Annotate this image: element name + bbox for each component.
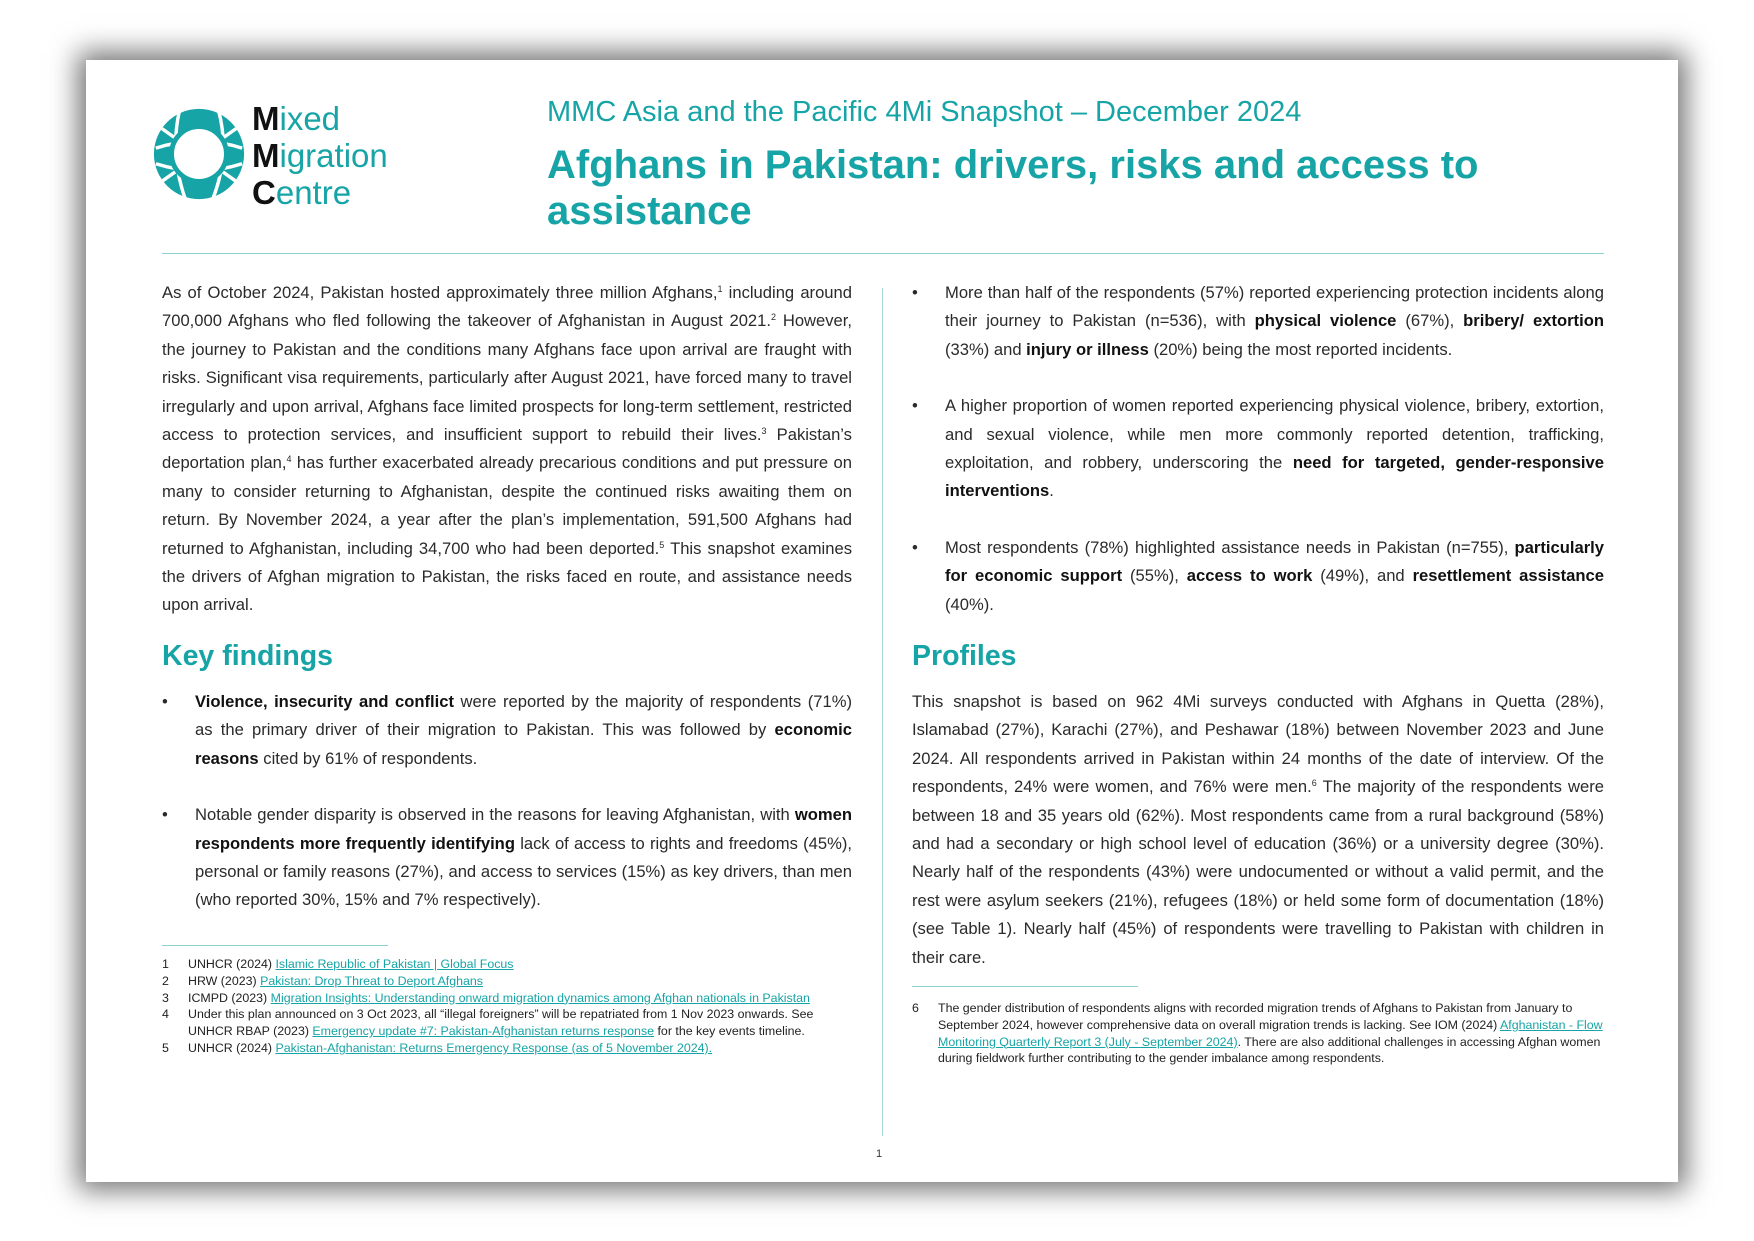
footnote-3: 3 ICMPD (2023) Migration Insights: Understanding onward migration dynamics among Afghan nationals in Pakistan [162, 990, 810, 1005]
footnote-5: 5 UNHCR (2024) Pakistan-Afghanistan: Returns Emergency Response (as of 5 November 2024). [162, 1040, 713, 1055]
footnote-divider-left [162, 945, 388, 946]
footnote-ref-4[interactable]: 4 [286, 454, 292, 465]
logo-word-migration: Migration [252, 137, 388, 174]
logo-word-centre: Centre [252, 174, 352, 211]
key-findings-list-right [912, 279, 1604, 619]
list-item: • Most respondents (78%) highlighted assistance needs in Pakistan (n=755), particularly for economic support (55%), access to work (49%), and resettlement assistance (40%). [912, 537, 1605, 614]
header-divider [162, 253, 1604, 254]
page-frame [86, 60, 1678, 1182]
page-number: 1 [876, 1148, 883, 1160]
key-findings-heading: Key findings [162, 640, 334, 672]
footnote-divider-right [912, 986, 1138, 987]
key-findings-list-left [162, 688, 852, 915]
footnotes-left [162, 956, 852, 1057]
footnote-ref-3[interactable]: 3 [761, 426, 767, 437]
footnote-ref-2[interactable]: 2 [771, 312, 777, 323]
list-item: • Notable gender disparity is observed in the reasons for leaving Afghanistan, with women respondents more frequently identifying lack of access to rights and freedoms (45%), personal or family reasons (27%), and access to services (15%) as key drivers, than men (who reported 30%, 15% and 7% respectively). [162, 805, 852, 910]
footnote-link[interactable]: Islamic Republic of Pakistan | Global Focus [275, 957, 514, 971]
footnote-link[interactable]: Pakistan: Drop Threat to Deport Afghans [260, 973, 484, 988]
intro-paragraph: As of October 2024, Pakistan hosted approximately three million Afghans,$^1$ including around 700,000 Afghans who fled following the takeover of Afghanistan in August 2021.$^2$ However, the journey to Pakistan and the conditions many Afghans face upon arrival are fraught with risks. Significant visa requirements, particularly after August 2021, have forced many to travel irregularly and upon arrival, Afghans face limited prospects for long-term settlement, restricted access to protection services, and insufficient support to rebuild their lives.$^3$ Pakistan’s deportation plan,$^4$ has further exacerbated already precarious conditions and put pressure on many to consider returning to Afghanistan, despite the continued risks awaiting them on return. By November 2024, a year after the plan’s implementation, 591,500 Afghans had returned to Afghanistan, including 34,700 who had been deported.$^5$ This snapshot examines the drivers of Afghan migration to Pakistan, the risks faced en route, and assistance needs upon arrival. [162, 283, 853, 615]
profiles-heading: Profiles [912, 640, 1017, 672]
globe-logo-icon [150, 104, 248, 204]
footnote-ref-5[interactable]: 5 [659, 539, 665, 550]
footnotes-right [912, 1000, 1604, 1067]
footnote-link[interactable]: Emergency update #7: Pakistan-Afghanistan returns response [312, 1024, 655, 1039]
footnote-link[interactable]: Migration Insights: Understanding onward migration dynamics among Afghan nationals in Pakistan [270, 990, 810, 1005]
mmc-logo [150, 100, 420, 210]
list-item: • Violence, insecurity and conflict were reported by the majority of respondents (71%) as the primary driver of their migration to Pakistan. This was followed by economic reasons cited by 61% of respondents. [162, 692, 852, 768]
list-item: • More than half of the respondents (57%) reported experiencing protection incidents along their journey to Pakistan (n=536), with physical violence (67%), bribery/ extortion (33%) and injury or illness (20%) being the most reported incidents. [912, 283, 1604, 359]
profiles-paragraph: This snapshot is based on 962 4Mi surveys conducted with Afghans in Quetta (28%), Islamabad (27%), Karachi (27%), and Peshawar (18%) between November 2023 and June 2024. All respondents arrived in Pakistan within 24 months of the date of interview. Of the respondents, 24% were women, and 76% were men.$^6$ The majority of the respondents were between 18 and 35 years old (62%). Most respondents came from a rural background (58%) and had a secondary or high school level of education (36%) or a university degree (30%). Nearly half of the respondents (43%) were undocumented or without a valid permit, and the rest were asylum seekers (21%), refugees (18%) or held some form of documentation (18%) (see Table 1). Nearly half (45%) of respondents were travelling to Pakistan with children in their care. [912, 692, 1605, 967]
footnote-2: 2 HRW (2023) Pakistan: Drop Threat to Deport Afghans [162, 973, 484, 988]
column-divider [882, 288, 883, 1136]
report-subtitle: MMC Asia and the Pacific 4Mi Snapshot – December 2024 [547, 96, 1302, 128]
document-page [86, 60, 1678, 1182]
footnote-1: 1 UNHCR (2024) Islamic Republic of Pakistan | Global Focus [162, 957, 514, 971]
logo-word-mixed: Mixed [252, 100, 341, 137]
footnote-4: 4 Under this plan announced on 3 Oct 2023, all “illegal foreigners” will be repatriated from 1 Nov 2023 onwards. See UNHCR RBAP (2023) Emergency update #7: Pakistan-Afghanistan returns response for the key events timeline. [162, 1007, 814, 1039]
footnote-ref-6[interactable]: 6 [1311, 778, 1317, 789]
list-item: • A higher proportion of women reported experiencing physical violence, bribery, extortion, and sexual violence, while men more commonly reported detention, trafficking, exploitation, and robbery, underscoring the need for targeted, gender-responsive interventions. [912, 396, 1604, 501]
footnote-link[interactable]: Pakistan-Afghanistan: Returns Emergency Response (as of 5 November 2024). [275, 1040, 713, 1055]
footnote-6: 6 The gender distribution of respondents aligns with recorded migration trends of Afghans to Pakistan from January to September 2024, however comprehensive data on overall migration trends is lacking. See IOM (2024) Afghanistan - Flow Monitoring Quarterly Report 3 (July - September 2024). There are also additional challenges in accessing Afghan women during fieldwork further contributing to the gender imbalance among respondents. [912, 1001, 1603, 1066]
report-title: Afghans in Pakistan: drivers, risks and access to assistance [547, 143, 1479, 233]
footnote-link[interactable]: Afghanistan - Flow Monitoring Quarterly Report 3 (July - September 2024) [938, 1017, 1603, 1049]
footnote-ref-1[interactable]: 1 [717, 284, 723, 294]
